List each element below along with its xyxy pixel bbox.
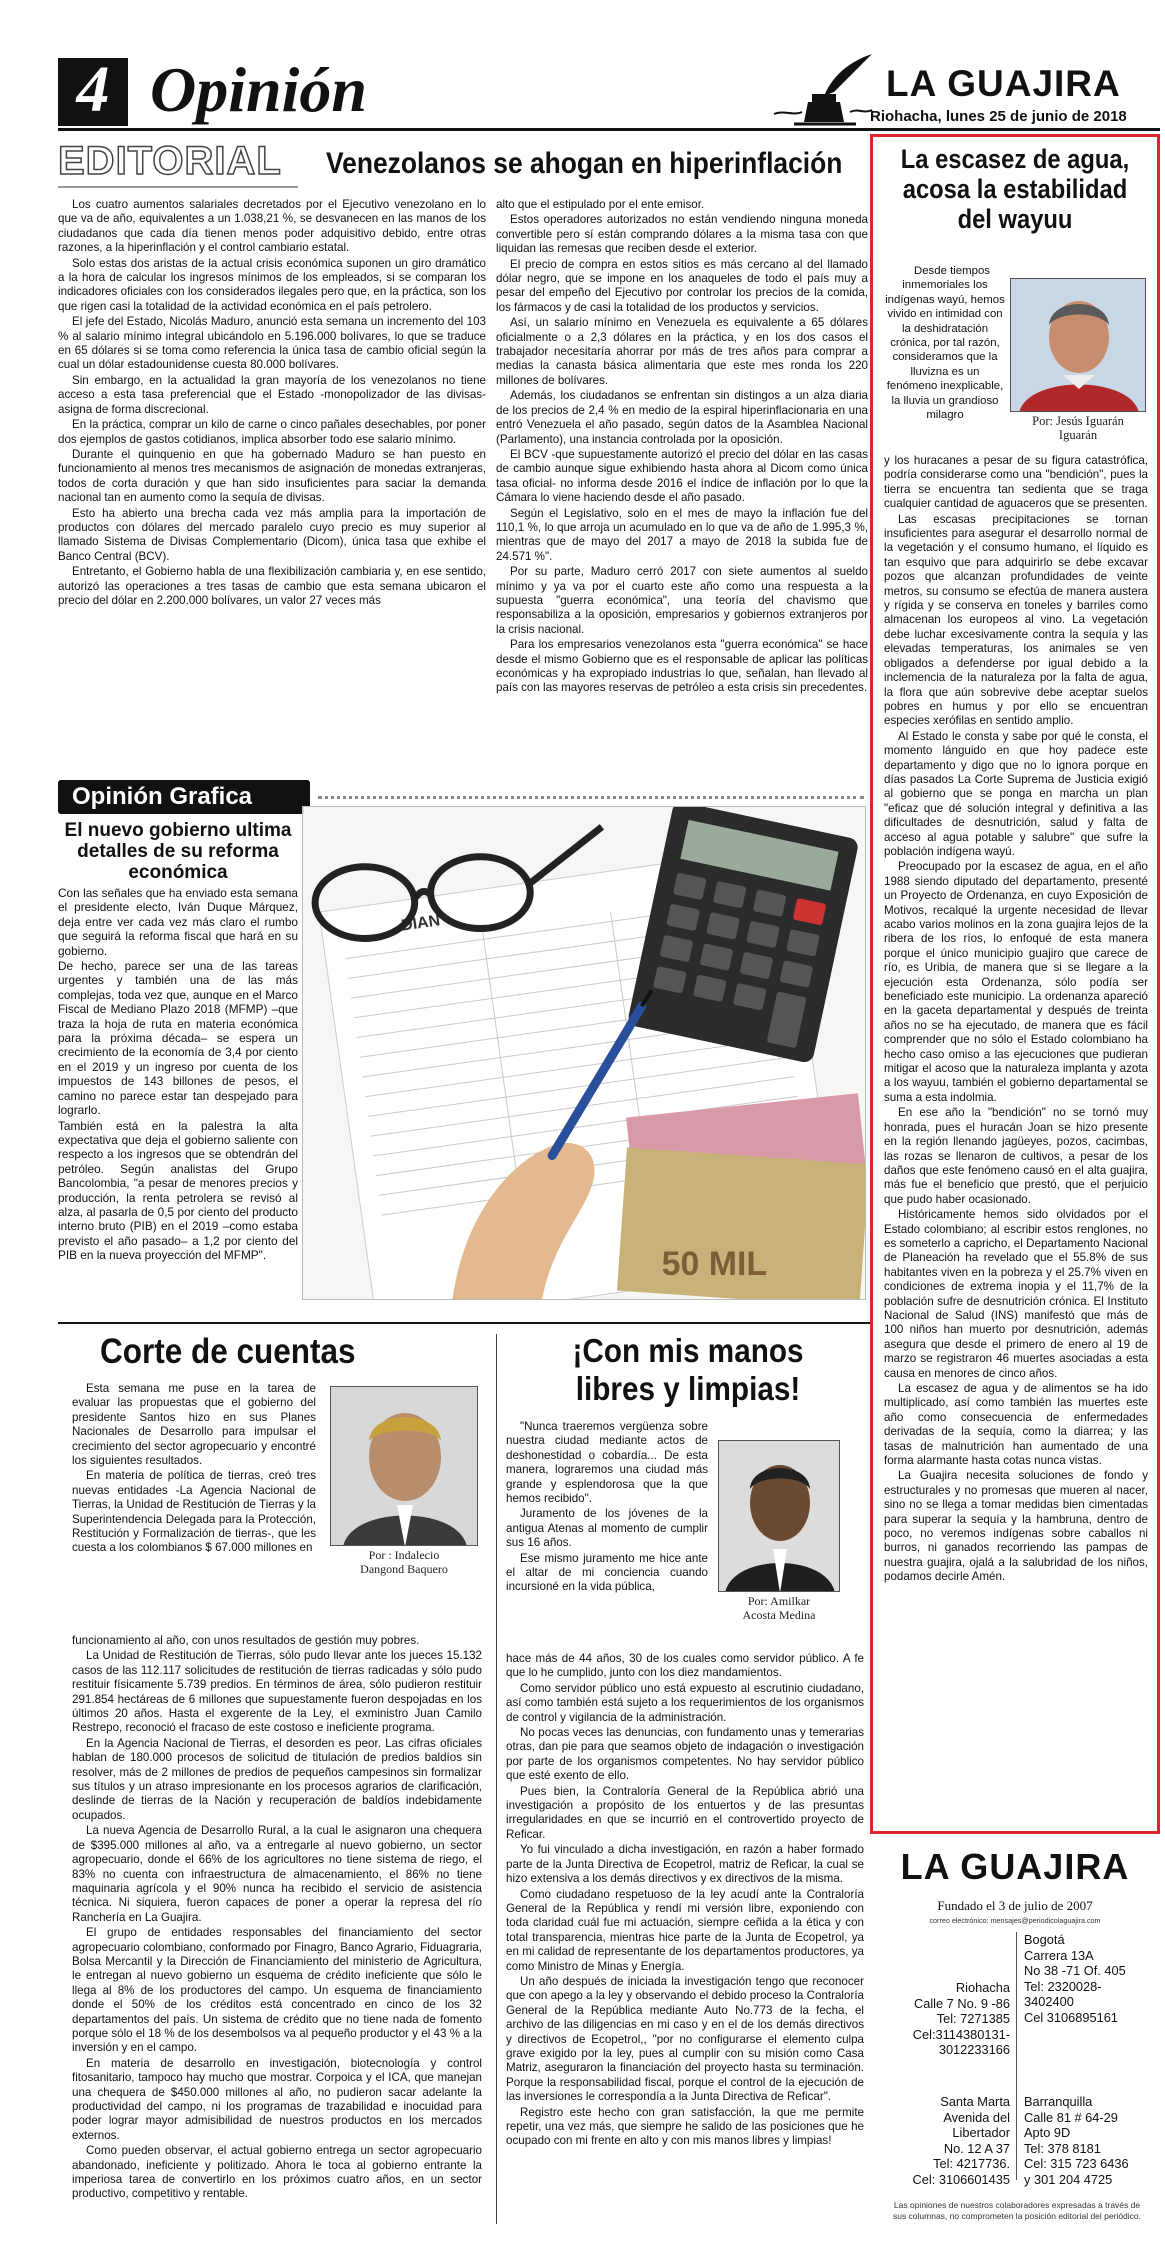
inkwell-quill-icon: [764, 52, 874, 130]
address-line: y 301 204 4725: [1024, 2171, 1113, 2187]
author-caption-amilkar: [718, 1594, 840, 1622]
masthead-logo: LA GUAJIRA: [900, 1846, 1130, 1887]
address-line: Bogotá: [1024, 1932, 1065, 1947]
grafica-paragraph: También está en la palestra la alta expectativa que deja el gobierno saliente con respecto a los ingresos que se obtendrán del petróleo. Según analistas del Grupo Bancolombia, "a pesar de menores precios y producción, la renta petrolera se revisó al alza, al pasarla de 0,5 por ciento del producto interno bruto (PIB) en el 2019 –como estaba previsto el año pasado– a 1,2 por ciento del PIB en la nueva proyección del MFMP".: [58, 1118, 298, 1263]
grafica-paragraph: Con las señales que ha enviado esta semana el presidente electo, Iván Duque Márquez, deja entre ver cada vez más claro el rumbo que seguirá la reforma fiscal que hará en su gobierno.: [58, 886, 298, 958]
address-line: Calle 81 # 64-29: [1024, 2109, 1118, 2125]
address-barranquilla: [1024, 2094, 1156, 2187]
editorial-paragraph: Solo estas dos aristas de la actual crisis económica suponen un giro dramático a la hora de calcular los ingresos mínimos de los empleados, si se comparan los indicadores oficiales con los considerados ilegales pero que, en la práctica, son los que rigen casi la totalidad de la actividad económica en el país petrolero.: [58, 256, 486, 313]
section-rule: [58, 1322, 870, 1324]
grafica-paragraph: De hecho, parece ser una de las tareas urgentes y también una de las más complejas, toda vez que, aunque en el Marco Fiscal de Mediano Plazo 2018 (MFMP) –que traza la hoja de ruta en materia económica para la próxima década– se espera un crecimiento de la economía de 3,4 por ciento en el 2019 y un ingreso por cuenta de los impuestos de 143 billones de pesos, el camino no parece estar tan despejado para lograrlo.: [58, 959, 298, 1118]
opinion-grafica-dotted-rule: [318, 796, 864, 799]
escasez-title: [878, 144, 1152, 234]
editorial-paragraph: En la práctica, comprar un kilo de carne o cinco pañales desechables, por poner dos ejemplos de gastos cotidianos, implica absorber todo ese salario mínimo.: [58, 418, 486, 446]
caption-line: Acosta Medina: [742, 1608, 816, 1622]
manos-paragraph: Yo fui vinculado a dicha investigación, en razón a haber formado parte de la Junta Directiva de Ecopetrol, matriz de Reficar, la cual se hizo extensiva a los demás directivos y ex directivos de la misma.: [506, 1843, 864, 1886]
address-line: No. 12 A 37: [943, 2140, 1010, 2156]
dateline: Riohacha, lunes 25 de junio de 2018: [870, 108, 1127, 125]
editorial-paragraph: Esto ha abierto una brecha cada vez más amplia para la importación de productos con dólares del mercado paralelo cuyo precio es muy superior al llamado Sistema de Divisas Complementario (Dicom), única tasa que exhibe el Banco Central (BCV).: [58, 506, 486, 563]
address-bogota: [1024, 1932, 1156, 2025]
manos-intro: [506, 1420, 708, 1652]
caption-line: Dangond Baquero: [360, 1562, 448, 1576]
manos-paragraph: "Nunca traeremos vergüenza sobre nuestra ciudad mediante actos de deshonestidad o cobardía... De esta manera, lograremos una ciudad más grande y esplendorosa que la que hemos recibido".: [506, 1420, 708, 1506]
address-line: Tel: 378 8181: [1024, 2140, 1101, 2156]
corte-paragraph: En materia de desarrollo en investigación, biotecnología y control fitosanitario, tampoco hay mucho que mostrar. Corpoica y el ICA, que manejan una chequera de $450.000 millones al año, no pudieron sacar adelante la productividad del campo, ni los programas de trazabilidad e inocuidad para poder lograr mayor admisibilidad de nuestros productos en los mercados externos.: [72, 2056, 482, 2142]
editorial-paragraph: Además, los ciudadanos se enfrentan sin distingos a un alza diaria de los precios de 2,4 % en medio de la espiral hiperinflacionaria en una entró Venezuela el año pasado, según datos de la Asamblea Nacional (Parlamento), una instancia controlada por la oposición.: [496, 389, 868, 446]
author-photo-amilkar: [718, 1440, 840, 1592]
corte-intro: [72, 1382, 316, 1634]
opinion-grafica-label-text: Opinión Grafica: [72, 783, 253, 810]
author-caption-jesus: [1006, 414, 1150, 442]
corte-paragraph: El grupo de entidades responsables del financiamiento del sector agropecuario colombiano, conformado por Finagro, Banco Agrario, Fiduagraria, Bolsa Mercantil y la Dirección de Financiamiento del ministerio de Agricultura, le entregan al nuevo gobierno un esquema de crédito ineficiente que sólo le llega al 8% de los productores del campo. Un esquema de financiamiento donde el 50% de los créditos está concentrado en cinco de los 32 departamentos del país. Un sistema de crédito que no tiene nada de fomento porque sólo el 18 % de los desembolsos va al pequeño productor y el 43 % a la inversión y en el campo.: [72, 1926, 482, 2055]
corte-paragraph: La nueva Agencia de Desarrollo Rural, a la cual le asignaron una chequera de $395.000 millones al año, va a entregarle al nuevo gobierno, un sector agropecuario, donde el 66% de los agricultores no tiene sistema de riego, el 83% no cuenta con infraestructura de almacenamiento, el 86% no tiene maquinaria agrícola y el 90% nunca ha recibido el servicio de asistencia técnica. Ni siquiera, fueron capaces de poner a operar la represa del río Ranchería en La Guajira.: [72, 1824, 482, 1924]
opinion-grafica-body: [58, 886, 298, 1300]
manos-paragraph: Registro este hecho con gran satisfacción, la que me permite repetir, una vez más, que siempre he salido de las posiciones que he ocupado con mi frente en alto y con mis manos libres y limpias!: [506, 2105, 864, 2148]
address-line: Apto 9D: [1024, 2125, 1071, 2140]
address-line: Avenida del: [943, 2109, 1010, 2125]
address-line: Tel: 7271385: [936, 2011, 1010, 2026]
address-line: 3012233166: [938, 2042, 1010, 2057]
address-line: Riohacha: [955, 1980, 1010, 1995]
masthead-divider: [1016, 1932, 1017, 2180]
corte-paragraph: En materia de política de tierras, creó tres nuevas entidades -La Agencia Nacional de Tierras, la Unidad de Restitución de Tierras y la Superintendencia Delegada para la Protección, Restitución y Formalización de tierras-, que les cuesta a los colombianos $ 67.000 millones en: [72, 1469, 316, 1555]
escasez-paragraph: En ese año la "bendición" no se tornó muy honrada, pues el huracán Joan se hizo presente en la región llenando jagüeyes, pozos, cacimbas, las rozas se llenaron de cultivos, a pesar de los daños que este fenómeno causó en el alta guajira, más fue el beneficio que prestó, que el perjuicio que pudo haber ocasionado.: [884, 1106, 1148, 1206]
address-line: 3402400: [1024, 1994, 1074, 2009]
header-rule: [58, 128, 1160, 131]
editorial-column-2: [496, 198, 868, 756]
address-line: Cel:3114380131-: [912, 2026, 1010, 2042]
caption-line: Iguarán: [1058, 428, 1098, 442]
masthead-founded: Fundado el 3 de julio de 2007: [937, 1898, 1093, 1913]
escasez-body: [884, 454, 1148, 1826]
author-caption-indalecio: [330, 1548, 478, 1576]
editorial-paragraph: Durante el quinquenio en que ha gobernado Maduro se han puesto en funcionamiento al menos tres mecanismos de asignación de monedas extranjeras, todos de corta duración y que han sido insuficientes para saciar la demanda nacional tan en aumento como la sequía de divisas.: [58, 447, 486, 505]
editorial-title: Venezolanos se ahogan en hiperinflación: [326, 147, 843, 180]
manos-paragraph: hace más de 44 años, 30 de los cuales como servidor público. A fe que lo he cumplido, junto con los diez mandamientos.: [506, 1652, 864, 1680]
manos-paragraph: Como ciudadano respetuoso de la ley acudí ante la Contraloría General de la República y rendí mi versión libre, exponiendo con toda claridad cuál fue mi actuación, siempre ceñida a la ética y con total transparencia, mientras hice parte de la Junta de Ecopetrol, ya en mi calidad de representante de los departamentos productores, ya como Ministro de Minas y Energía.: [506, 1887, 864, 1973]
manos-title-line: ¡Con mis manos: [572, 1332, 804, 1369]
banknote-label: 50 MIL: [661, 1245, 768, 1284]
corte-paragraph: En la Agencia Nacional de Tierras, el desorden es peor. Las cifras oficiales hablan de 180.000 procesos de solicitud de titulación de predios baldíos sin resolver, más de 2 millones de predios de pequeños campesinos sin formalizar sus títulos y un atraso impresionante en los procesos agrarios de clarificación, deslinde de tierras de la Nación y recuperación de baldíos indebidamente ocupados.: [72, 1736, 482, 1822]
address-riohacha: [880, 1980, 1010, 2058]
corte-title: Corte de cuentas: [100, 1332, 356, 1371]
manos-title: [548, 1332, 828, 1408]
editorial-paragraph: El jefe del Estado, Nicolás Maduro, anunció esta semana un incremento del 103 % al salario mínimo integral ubicándolo en 5.196.000 bolívares, lo que se traduce en 65 dólares si se toma como referencia la única tasa de cambio oficial según la cual un dólar estadounidense cuesta 80.000 bolívares.: [58, 315, 486, 372]
corte-body: [72, 1634, 482, 2234]
corte-paragraph: funcionamiento al año, con unos resultados de gestión muy pobres.: [72, 1634, 420, 1647]
editorial-paragraph: Por su parte, Maduro cerró 2017 con siete aumentos al sueldo mínimo y ya va por el cuarto este año como una respuesta a la supuesta "guerra económica", una teoría del chavismo que responsabiliza a la oposición, empresarios y gobiernos extranjeros por la crisis nacional.: [496, 565, 868, 636]
address-line: Barranquilla: [1024, 2094, 1093, 2109]
editorial-paragraph: Así, un salario mínimo en Venezuela es equivalente a 65 dólares oficialmente o a 2,3 dólares en la práctica, y en los dos casos el trabajador necesitaría ahorrar por más de tres años para comprar a medias la canasta básica alimentaria que este mes ronda los 220 millones de bolívares.: [496, 316, 868, 387]
corte-paragraph: Como pueden observar, el actual gobierno entrega un sector agropecuario abandonado, ineficiente y politizado. Ahora le toca al gobierno entrante la imperiosa tarea de convertirlo en los próximos cuatro años, en un sector productivo, competitivo y rentable.: [72, 2144, 482, 2201]
escasez-paragraph: Históricamente hemos sido olvidados por el Estado colombiano; al escribir estos renglones, no es someterlo a capricho, el Departamento Nacional de Planeación ha revelado que el 55.8% de sus habitantes viven en la pobreza y el 25.7% viven en condiciones de extrema inopia y el 11,7% de la población sufre de desnutrición crónica. El Instituto Nacional de Salud (INS) manifestó que más de 100 niños han muerto por desnutrición, además asegura que desde el primero de enero al 19 de marzo se registraron 46 muertes asociadas a esta causa en menores de cinco años.: [884, 1208, 1148, 1380]
portrait-icon: [1011, 279, 1146, 412]
author-photo-jesus: [1010, 278, 1146, 412]
editorial-paragraph: Según el Legislativo, solo en el mes de mayo la inflación fue del 110,1 %, lo que arroja un acumulado en lo que va de año de 1.995,3 %, mientras que de mayo del 2017 a mayo de 2018 la subida fue de 24.571 %".: [496, 506, 868, 563]
editorial-paragraph: El BCV -que supuestamente autorizó el precio del dólar en las casas de cambio aunque sigue exhibiendo hasta ahora al Dicom como única tasa oficial- no informa desde 2016 el índice de inflación por lo que la Cámara lo viene haciendo desde el año pasado.: [496, 447, 868, 505]
editorial-paragraph: alto que el estipulado por el ente emisor.: [496, 198, 705, 211]
escasez-paragraph: Desde tiempos inmemoriales los indígenas wayú, hemos vivido en intimidad con la deshidratación crónica, por tal razón, consideramos que la lluvizna es un fenómeno inexplicable, la lluvia un grandioso milagro: [885, 265, 1005, 422]
masthead-disclaimer: Las opiniones de nuestros colaboradores expresadas a través de sus columnas, no comprometen la posición editorial del periódico.: [892, 2200, 1142, 2221]
portrait-icon: [719, 1441, 840, 1592]
caption-line: Por: Jesús Iguarán: [1032, 414, 1124, 428]
escasez-intro: [884, 264, 1006, 456]
escasez-title-line: acosa la estabilidad: [902, 174, 1128, 204]
corte-paragraph: La Unidad de Restitución de Tierras, sólo pudo llevar ante los jueces 15.132 casos de las 112.117 solicitudes de restitución de tierras radicadas y sólo pudo restituir físicamente 5.739 predios. En términos de área, sólo pudieron restituir 291.854 hectáreas de 6 millones que supuestamente fueron despojadas en los últimos 20 años. Hasta el exgerente de la Ley, el exministro Juan Camilo Restrepo, reconoció el fracaso de este costoso e ineficiente programa.: [72, 1649, 482, 1735]
editorial-paragraph: Entretanto, el Gobierno habla de una flexibilización cambiaria y, en ese sentido, autorizó las operaciones a tres tasas de cambio que esta semana ubicaron el precio del dólar en 2.200.000 bolívares, un valor 27 veces más: [58, 565, 486, 607]
caption-line: Por : Indalecio: [368, 1548, 440, 1562]
manos-title-line: libres y limpias!: [575, 1370, 801, 1407]
address-line: Calle 7 No. 9 -86: [913, 1995, 1010, 2011]
caption-line: Por: Amilkar: [747, 1594, 811, 1608]
manos-paragraph: Como servidor público uno está expuesto al escrutinio ciudadano, así como también está sujeto a los requerimientos de los organismos de control y vigilancia de la administración.: [506, 1681, 864, 1724]
escasez-title-line: del wayuu: [957, 204, 1073, 234]
address-line: Santa Marta: [940, 2094, 1010, 2109]
opinion-grafica-title: El nuevo gobierno ultima detalles de su reforma económica: [64, 820, 292, 883]
tax-form-calculator-image: [302, 806, 866, 1300]
escasez-title-line: La escasez de agua,: [900, 144, 1130, 174]
escasez-paragraph: La Guajira necesita soluciones de fondo y estructurales y no promesas que mueren al nacer, sino no se llega a tomar medidas bien cimentadas para superar la sequía y la hambruna, dentro de poco, no veremos indígenas sobre caballos ni burros, ni ganados recorriendo las pampas de nuestra guajira, ojalá a la salubridad de los niños, podamos decirle Amén.: [884, 1469, 1148, 1584]
escasez-paragraph: Al Estado le consta y sabe por qué le consta, el momento lánguido en que hoy padece este departamento y digo que no lo ignora porque en días pasados La Corte Suprema de Justicia exigió al gobierno que se ponga en marcha un plan "eficaz que dé solución integral y definitiva a las dificultades de desnutrición, salud y falta de acceso al agua potable y salubre" que sufre la población indígena wayú.: [884, 729, 1148, 858]
editorial-paragraph: El precio de compra en estos sitios es más cercano al del llamado dólar negro, que se impone en los anaqueles de todo el país muy a pesar del empeño del Ejecutivo por controlar los precios de la comida, los fármacos y de casi la totalidad de los productos y servicios.: [496, 257, 868, 314]
address-line: Libertador: [952, 2125, 1010, 2140]
manos-paragraph: Un año después de iniciada la investigación tengo que reconocer que con apego a la ley y observando el debido proceso la Contraloría General de la República mediante Auto No.773 de la fecha, el archivo de las diligencias en mi caso y en el de los demás directivos y directivos de Ecopetrol,, "por no configurarse el elemento culpa grave exigido por la ley, pues al cumplir con su misión como Casa Matriz, aseguraron la financiación del proyecto hasta su terminación. Porque la responsabilidad fiscal, porque el control de la ejecución de las inversiones le correspondía a la Junta Directiva de Reficar".: [506, 1974, 864, 2104]
corte-paragraph: Esta semana me puse en la tarea de evaluar las propuestas que el gobierno del presidente Santos hizo en sus Planes Nacionales de Desarrollo para impulsar el crecimiento del sector agropecuario y encontré los siguientes resultados.: [72, 1382, 316, 1468]
address-santa-marta: [880, 2094, 1010, 2187]
masthead-email: correo electrónico: mensajes@periodicolaguajira.com: [929, 1916, 1101, 1925]
portrait-icon: [331, 1387, 478, 1546]
editorial-column-1: [58, 198, 486, 756]
manos-paragraph: Juramento de los jóvenes de la antigua Atenas al momento de cumplir sus 16 años.: [506, 1507, 708, 1550]
editorial-paragraph: Estos operadores autorizados no están vendiendo ninguna moneda convertible pero sí están comprando dólares a la misma tasa con que liquidan las remesas que reciben desde el exterior.: [496, 213, 868, 256]
address-line: Cel: 3106601435: [912, 2171, 1010, 2187]
editorial-paragraph: Sin embargo, en la actualidad la gran mayoría de los venezolanos no tiene acceso a esta tasa preferencial que el Estado -monopolizador de las divisas- asigna de forma discrecional.: [58, 373, 486, 416]
page-number: 4: [76, 53, 110, 126]
manos-body: [506, 1652, 864, 2234]
column-divider: [496, 1334, 497, 2224]
author-photo-indalecio: [330, 1386, 478, 1546]
section-title: Opinión: [150, 54, 367, 125]
manos-paragraph: Pues bien, la Contraloría General de la República abrió una investigación a propósito de los entuertos y de las presuntas irregularidades en que se incurrió en el controvertido proyecto de Reficar.: [506, 1784, 864, 1841]
address-line: Cel: 315 723 6436: [1024, 2156, 1129, 2171]
header-logo: LA GUAJIRA: [886, 63, 1121, 104]
escasez-paragraph: La escasez de agua y de alimentos se ha ido multiplicado, así como también las muertes este año como consecuencia de enfermedades derivadas de la sequía, como la diarrea; y las tasas de malnutrición han aumentado de una forma alarmante hasta cotas nunca vistas.: [884, 1382, 1148, 1468]
dian-label: DIAN: [400, 912, 442, 935]
address-line: Tel: 2320028-: [1024, 1978, 1102, 1994]
editorial-paragraph: Para los empresarios venezolanos esta "guerra económica" se hace desde el mismo Gobierno que es el responsable de aplicar las políticas económicas y ha expropiado industrias lo que, señalan, han llevado al país con las mayores reservas de petróleo a esta crisis sin precedentes.: [496, 638, 868, 695]
escasez-paragraph: y los huracanes a pesar de su figura catastrófica, podría considerarse como una "bendición", pues la tierra se encuentra tan sedienta que se traga cualquier cantidad de aguaceros que se presenten.: [884, 454, 1148, 511]
manos-paragraph: No pocas veces las denuncias, con fundamento unas y temerarias otras, dan pie para que seamos objeto de indagación o investigación por parte de los organismos competentes. No hay servidor público que esté exento de ello.: [506, 1726, 864, 1783]
address-line: No 38 -71 Of. 405: [1024, 1963, 1126, 1978]
escasez-paragraph: Preocupado por la escasez de agua, en el año 1988 siendo diputado del departamento, presenté un Proyecto de Ordenanza, en cuyo Exposición de Motivos, recalqué la urgente necesidad de llevar acabo varios molinos en la zona guajira lejos de la ribera de los ríos, lo enfoqué de esta manera porque el único municipio guajiro que carece de río, es Uribia, de manera que si se llegare a la ejecución esta Ordenanza, sólo podía ser beneficiado este municipio. La ordenanza apareció en la gaceta departamental y después de treinta años no se ha ejecutado, de manera que es fácil comprender que no sólo el Estado colombiano ha hecho caso omiso a las ejecuciones que pudieran mitigar el acoso que la naturaleza implanta y azota a los wayuu, también el gobierno departamental se suma a esta indolmia.: [884, 860, 1148, 1104]
manos-paragraph: Ese mismo juramento me hice ante el altar de mi conciencia cuando incursioné en la vida pública,: [506, 1551, 708, 1594]
address-line: Cel 3106895161: [1024, 2009, 1118, 2025]
address-line: Carrera 13A: [1024, 1947, 1094, 1963]
editorial-label: EDITORIAL: [58, 139, 282, 183]
escasez-paragraph: Las escasas precipitaciones se tornan insuficientes para asegurar el desarrollo normal de la vegetación y el consumo humano, el líquido es tan esquivo que para adquirirlo se debe excavar pozos que alcanzan profundidades de veinte metros, su consumo se efectúa de manera austera y rígida y se conserva en toneles y barriles como almacenan los europeos al vino. La vegetación debe luchar excesivamente contra la sequía y las elevadas temperaturas, los animales se ven obligados a defenderse por igual debido a la inclemencia de la naturaleza por la falta de agua, la flora que aún sobrevive debe aceptar suelos pobres en humus y por ello se encuentran especies xerófilas en sentido amplio.: [884, 512, 1148, 728]
editorial-label-underline: [58, 186, 298, 188]
editorial-paragraph: Los cuatro aumentos salariales decretados por el Ejecutivo venezolano en lo que va de año, equivalentes a un 1.038,21 %, se desvanecen en las manos de los ciudadanos que cada día tienen menos poder adquisitivo debido, entre otras razones, a la hiperinflación y el control cambiario estatal.: [58, 198, 486, 255]
address-line: Tel: 4217736.: [933, 2156, 1010, 2171]
